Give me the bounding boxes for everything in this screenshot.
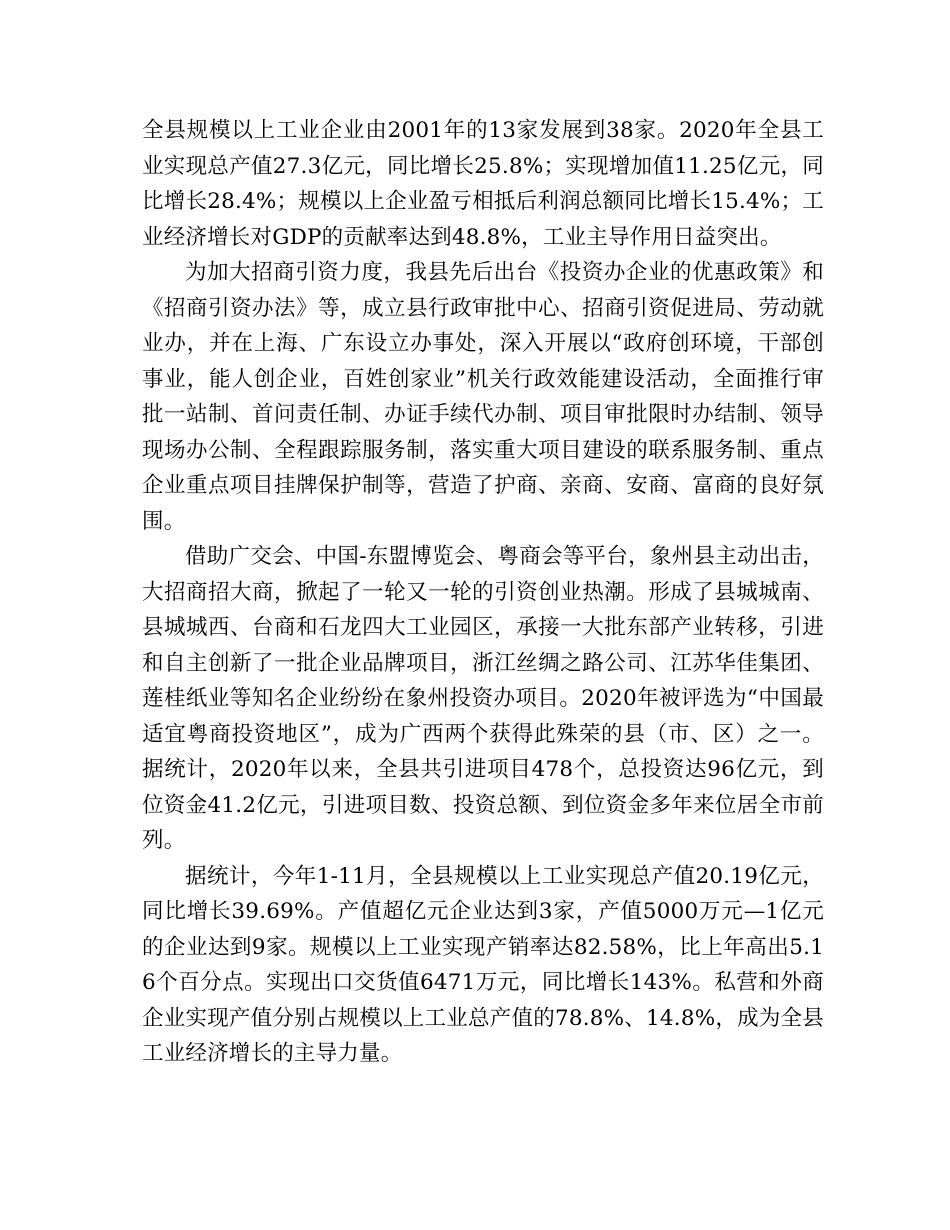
paragraph-investment-platforms: 借助广交会、中国-东盟博览会、粤商会等平台，象州县主动出击，大招商招大商，掀起了一轮又一轮的引资创业热潮。形成了县城城南、县城城西、台商和石龙四大工业园区，承接一大批东部产业转移，引进和自主创新了一批企业品牌项目，浙江丝绸之路公司、江苏华佳集团、莲桂纸业等知名企业纷纷在象州投资办项目。2020年被评选为“中国最适宜粤商投资地区”，成为广西两个获得此殊荣的县（市、区）之一。据统计，2020年以来，全县共引进项目478个，总投资达96亿元，到位资金41.2亿元，引进项目数、投资总额、到位资金多年来位居全市前列。 (142, 544, 824, 853)
paragraph-investment-policy: 为加大招商引资力度，我县先后出台《投资办企业的优惠政策》和《招商引资办法》等，成立县行政审批中心、招商引资促进局、劳动就业办，并在上海、广东设立办事处，深入开展以“政府创环境，干部创事业，能人创企业，百姓创家业”机关行政效能建设活动，全面推行审批一站制、首问责任制、办证手续代办制、项目审批限时办结制、领导现场办公制、全程跟踪服务制，落实重大项目建设的联系服务制、重点企业重点项目挂牌保护制等，营造了护商、亲商、安商、富商的良好氛围。 (142, 260, 824, 534)
paragraph-industry-output: 全县规模以上工业企业由2001年的13家发展到38家。2020年全县工业实现总产值27.3亿元，同比增长25.8%；实现增加值11.25亿元，同比增长28.4%；规模以上企业盈亏相抵后利润总额同比增长15.4%；工业经济增长对GDP的贡献率达到48.8%，工业主导作用日益突出。 (142, 118, 824, 250)
document-body (142, 113, 824, 1072)
paragraph-recent-statistics: 据统计，今年1-11月，全县规模以上工业实现总产值20.19亿元，同比增长39.69%。产值超亿元企业达到3家，产值5000万元—1亿元的企业达到9家。规模以上工业实现产销率达82.58%，比上年高出5.16个百分点。实现出口交货值6471万元，同比增长143%。私营和外商企业实现产值分别占规模以上工业总产值的78.8%、14.8%，成为全县工业经济增长的主导力量。 (142, 863, 824, 1066)
